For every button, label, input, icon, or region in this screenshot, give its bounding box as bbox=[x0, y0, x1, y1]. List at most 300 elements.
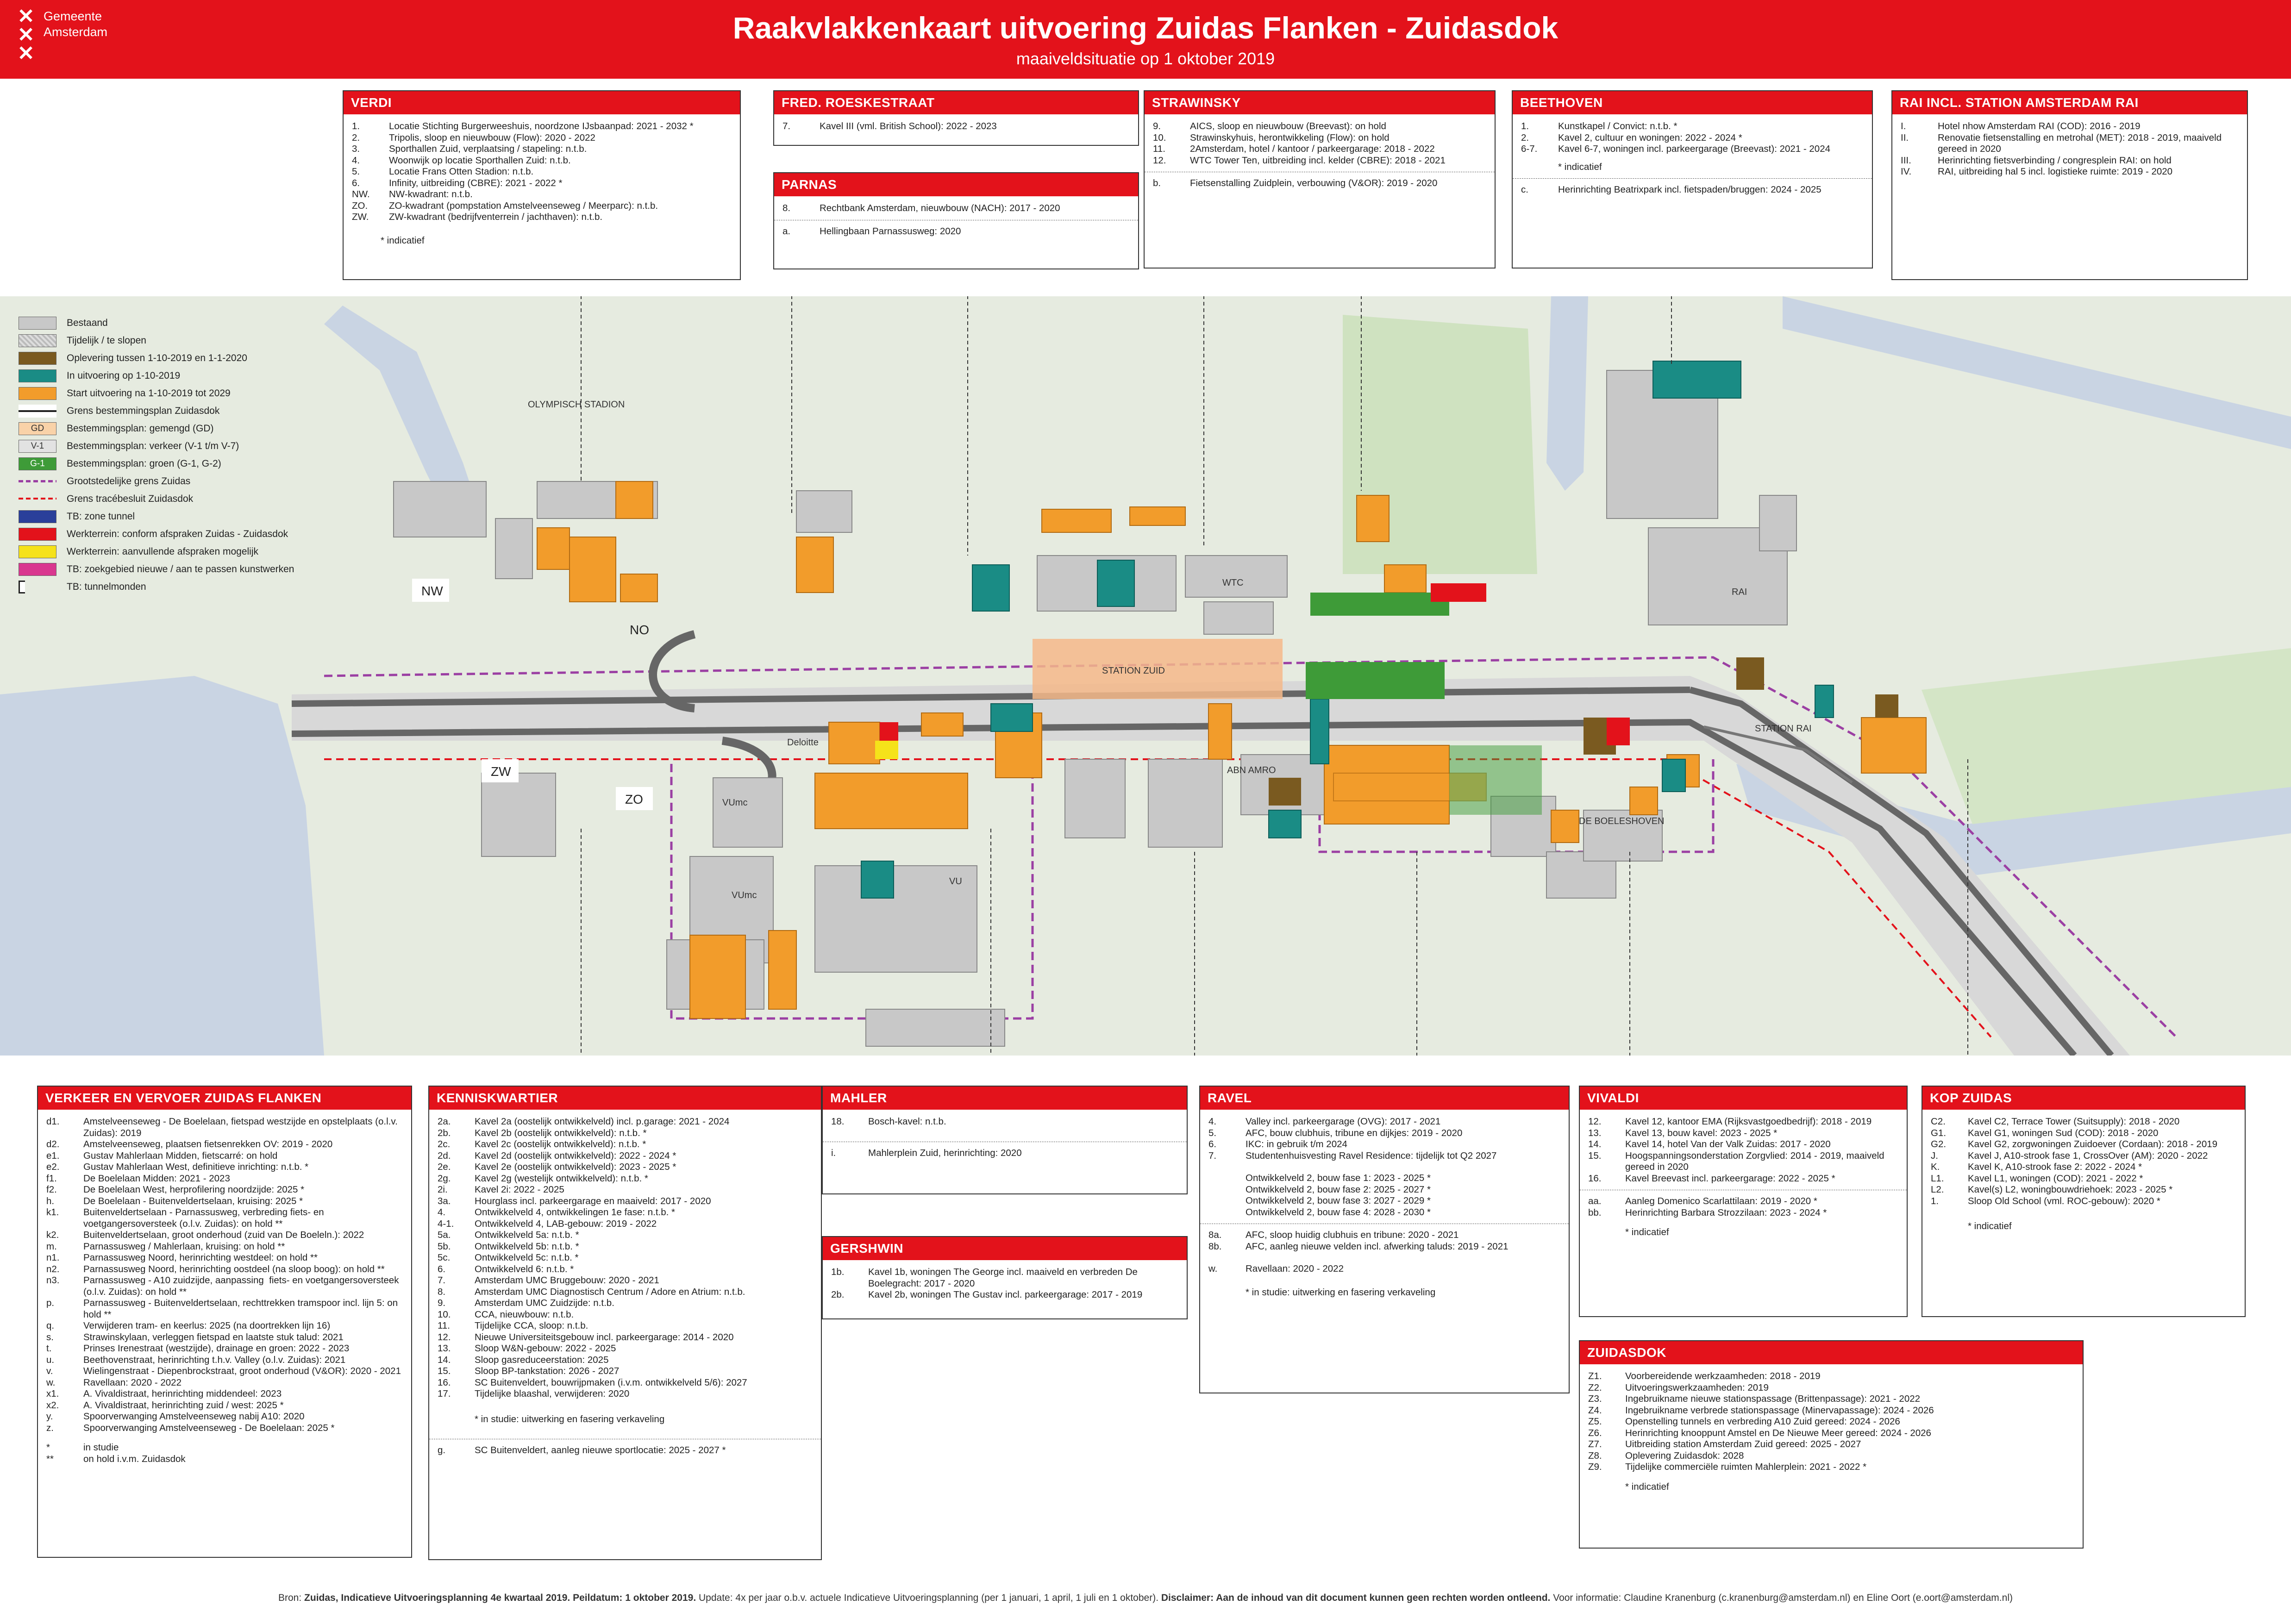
item-code: 6. bbox=[1208, 1139, 1217, 1149]
item-list bbox=[1588, 1196, 1898, 1218]
item-code: 5c. bbox=[438, 1252, 451, 1263]
list-item bbox=[46, 1366, 403, 1377]
item-code: k2. bbox=[46, 1230, 59, 1240]
item-code: Z1. bbox=[1588, 1371, 1602, 1381]
legend-item bbox=[19, 315, 333, 332]
item-code: 11. bbox=[438, 1320, 450, 1331]
list-item bbox=[782, 226, 1130, 237]
panel-note: * in studie: uitwerking en fasering verkaveling bbox=[475, 1413, 665, 1424]
page-title: Raakvlakkenkaart uitvoering Zuidas Flanken - Zuidasdok bbox=[732, 11, 1559, 45]
panel-ravel bbox=[1199, 1086, 1570, 1393]
item-code: 6. bbox=[352, 177, 360, 188]
panel-beethoven bbox=[1512, 90, 1873, 269]
item-code: 17. bbox=[438, 1388, 451, 1399]
list-item bbox=[352, 121, 732, 132]
legend-item bbox=[19, 473, 333, 491]
list-item bbox=[46, 1173, 403, 1185]
item-code: 7. bbox=[782, 121, 791, 131]
panel-body bbox=[1580, 1364, 2083, 1496]
legend-label: Bestemmingsplan: gemengd (GD) bbox=[67, 423, 214, 434]
item-text: Kavel 2i: 2022 - 2025 bbox=[475, 1184, 564, 1195]
list-item bbox=[438, 1275, 813, 1287]
zone-zo: ZO bbox=[625, 792, 643, 806]
panel-note: * indicatief bbox=[1558, 161, 1602, 172]
item-text: Infinity, uitbreiding (CBRE): 2021 - 2022 * bbox=[389, 177, 563, 188]
item-code: 9. bbox=[438, 1298, 446, 1308]
item-text: Herinrichting Barbara Strozzilaan: 2023 - 2024 * bbox=[1625, 1207, 1827, 1218]
item-code: Z9. bbox=[1588, 1462, 1602, 1472]
item-text: Ontwikkelveld 4, ontwikkelingen 1e fase: n.t.b. * bbox=[475, 1207, 676, 1218]
list-item bbox=[438, 1388, 813, 1400]
legend-swatch: V-1 bbox=[19, 440, 56, 453]
list-item bbox=[352, 178, 732, 189]
list-item bbox=[1588, 1428, 2074, 1439]
item-code: n2. bbox=[46, 1263, 60, 1274]
item-text: Kavel 13, bouw kavel: 2023 - 2025 * bbox=[1625, 1127, 1778, 1138]
list-item bbox=[438, 1332, 813, 1343]
list-item bbox=[1588, 1207, 1898, 1219]
item-code: 3a. bbox=[438, 1195, 451, 1206]
item-text: ZO-kwadrant (pompstation Amstelveenseweg / Meerparc): n.t.b. bbox=[389, 200, 658, 211]
item-code: f2. bbox=[46, 1184, 57, 1195]
item-text: Sloop W&N-gebouw: 2022 - 2025 bbox=[475, 1343, 616, 1354]
footer-update: Update: 4x per jaar o.b.v. actuele Indicatieve Uitvoeringsplanning (per 1 januari, 1 april, 1 juli en 1 oktober). bbox=[699, 1593, 1159, 1603]
item-text: Kavel 2e (oostelijk ontwikkelveld): 2023 - 2025 * bbox=[475, 1162, 676, 1172]
panel-title: KENNISKWARTIER bbox=[429, 1087, 821, 1110]
item-text: Kavel 1b, woningen The George incl. maaiveld en verbreden De Boelegracht: 2017 - 2020 bbox=[868, 1267, 1140, 1289]
item-text: Locatie Frans Otten Stadion: n.t.b. bbox=[389, 166, 534, 177]
item-code: t. bbox=[46, 1343, 52, 1354]
item-text: Amstelveenseweg - De Boelelaan, fietspad westzijde en opstelplaats (o.l.v. Zuidas): 2019 bbox=[83, 1116, 401, 1138]
item-text: in studie bbox=[83, 1442, 119, 1453]
item-text: Kavel 2b, woningen The Gustav incl. parkeergarage: 2017 - 2019 bbox=[868, 1289, 1143, 1300]
item-code: d1. bbox=[46, 1116, 60, 1127]
item-text: Ontwikkelveld 6: n.t.b. * bbox=[475, 1263, 574, 1274]
list-item bbox=[46, 1139, 403, 1150]
list-item bbox=[1153, 121, 1486, 132]
list-item bbox=[1208, 1116, 1560, 1128]
item-code: c. bbox=[1521, 184, 1528, 195]
item-text: AFC, sloop huidig clubhuis en tribune: 2020 - 2021 bbox=[1246, 1230, 1459, 1240]
item-text: Tijdelijke blaashal, verwijderen: 2020 bbox=[475, 1388, 630, 1399]
item-code: g. bbox=[438, 1445, 446, 1455]
list-item bbox=[1931, 1139, 2236, 1150]
item-text: Bosch-kavel: n.t.b. bbox=[868, 1116, 946, 1127]
water-canal-north bbox=[1546, 296, 1588, 491]
item-text: 2Amsterdam, hotel / kantoor / parkeergarage: 2018 - 2022 bbox=[1190, 144, 1435, 154]
list-item bbox=[438, 1196, 813, 1207]
list-item bbox=[438, 1241, 813, 1253]
water-jachthaven bbox=[0, 676, 324, 1056]
werkterrein-red-2 bbox=[1431, 583, 1486, 602]
panel-gershwin bbox=[822, 1236, 1188, 1319]
item-code: C2. bbox=[1931, 1116, 1946, 1127]
legend-item bbox=[19, 491, 333, 508]
item-code: ** bbox=[46, 1453, 54, 1464]
item-code: v. bbox=[46, 1366, 53, 1376]
item-text: Ontwikkelveld 2, bouw fase 1: 2023 - 2025 * bbox=[1246, 1173, 1431, 1183]
item-text: Buitenveldertselaan - Parnassusweg, verbreding fiets- en voetgangersoversteek (o.l.v. Zuidas): on hold ** bbox=[83, 1207, 327, 1229]
item-code: IV. bbox=[1901, 166, 1912, 177]
item-text: Amsterdam UMC Bruggebouw: 2020 - 2021 bbox=[475, 1275, 659, 1286]
legend-label: Tijdelijk / te slopen bbox=[67, 335, 146, 346]
footer-bron: Bron: bbox=[278, 1593, 302, 1603]
panel-parnas bbox=[773, 172, 1139, 269]
item-text: Kavel 2d (oostelijk ontwikkelveld): 2022 - 2024 * bbox=[475, 1150, 676, 1161]
panel-body bbox=[823, 1260, 1187, 1305]
legend-label: Start uitvoering na 1-10-2019 tot 2029 bbox=[67, 388, 231, 399]
item-code: aa. bbox=[1588, 1196, 1602, 1206]
panel-verdi bbox=[343, 90, 741, 280]
item-text: De Boelelaan - Buitenveldertselaan, kruising: 2025 * bbox=[83, 1195, 303, 1206]
list-item bbox=[1208, 1252, 1560, 1263]
item-list bbox=[1208, 1230, 1560, 1275]
item-code: 15. bbox=[1588, 1150, 1602, 1161]
item-text: Amsterdam UMC Zuidzijde: n.t.b. bbox=[475, 1298, 614, 1308]
item-text: Ontwikkelveld 5b: n.t.b. * bbox=[475, 1241, 579, 1252]
item-text: Ravellaan: 2020 - 2022 bbox=[83, 1377, 182, 1388]
item-code bbox=[1208, 1252, 1246, 1263]
item-list bbox=[438, 1116, 813, 1400]
item-text: Nieuwe Universiteitsgebouw incl. parkeergarage: 2014 - 2020 bbox=[475, 1331, 734, 1343]
item-code: G1. bbox=[1931, 1127, 1947, 1138]
item-code: 2. bbox=[1521, 132, 1529, 143]
item-code: x1. bbox=[46, 1388, 59, 1399]
label-vu: VU bbox=[949, 876, 962, 887]
panel-body bbox=[774, 114, 1138, 136]
list-item bbox=[782, 121, 1130, 132]
list-item bbox=[1931, 1128, 2236, 1139]
panel-mahler bbox=[822, 1086, 1188, 1194]
legend-label: TB: zoekgebied nieuwe / aan te passen kunstwerken bbox=[67, 564, 294, 575]
item-code: Z4. bbox=[1588, 1405, 1602, 1416]
item-code: 2a. bbox=[438, 1116, 451, 1127]
legend-item bbox=[19, 579, 333, 596]
item-text: Ravellaan: 2020 - 2022 bbox=[1246, 1263, 1344, 1274]
item-code: 1. bbox=[352, 121, 360, 131]
item-code: k1. bbox=[46, 1207, 59, 1218]
item-code: 1. bbox=[1521, 121, 1529, 131]
item-text: Kavel C2, Terrace Tower (Suitsupply): 2018 - 2020 bbox=[1968, 1116, 2180, 1127]
legend-label: TB: tunnelmonden bbox=[67, 581, 146, 592]
zone-no: NO bbox=[630, 623, 649, 637]
item-code: Z2. bbox=[1588, 1382, 1602, 1393]
list-item bbox=[1208, 1263, 1560, 1275]
label-olympisch: OLYMPISCH STADION bbox=[528, 400, 625, 410]
item-text: Ontwikkelveld 5a: n.t.b. * bbox=[475, 1230, 579, 1240]
legend-swatch bbox=[19, 405, 56, 418]
item-text: AFC, bouw clubhuis, tribune en dijkjes: 2019 - 2020 bbox=[1246, 1127, 1463, 1138]
list-item bbox=[46, 1355, 403, 1366]
list-item bbox=[1208, 1207, 1560, 1218]
list-item bbox=[1208, 1230, 1560, 1241]
legend-swatch bbox=[19, 387, 56, 400]
item-text: Herinrichting fietsverbinding / congresplein RAI: on hold bbox=[1938, 155, 2172, 166]
item-text: Hellingbaan Parnassusweg: 2020 bbox=[820, 225, 961, 237]
list-item bbox=[438, 1173, 813, 1185]
item-text: Gustav Mahlerlaan Midden, fietscarré: on hold bbox=[83, 1150, 278, 1161]
item-code: 12. bbox=[438, 1331, 451, 1343]
item-text: Hotel nhow Amsterdam RAI (COD): 2016 - 2019 bbox=[1938, 121, 2141, 131]
legend-item bbox=[19, 526, 333, 543]
list-item bbox=[438, 1116, 813, 1128]
item-code: 2i. bbox=[438, 1184, 448, 1195]
panel-body bbox=[1200, 1110, 1569, 1302]
item-code: y. bbox=[46, 1411, 53, 1422]
item-text: Tijdelijke CCA, sloop: n.t.b. bbox=[475, 1320, 588, 1331]
item-code: 14. bbox=[1588, 1139, 1602, 1149]
item-text: Buitenveldertselaan, groot onderhoud (zuid van De Boeleln.): 2022 bbox=[83, 1230, 364, 1240]
item-text: AICS, sloop en nieuwbouw (Breevast): on hold bbox=[1190, 121, 1386, 131]
list-item bbox=[46, 1275, 403, 1298]
label-deloitte: Deloitte bbox=[787, 737, 819, 748]
item-text: Valley incl. parkeergarage (OVG): 2017 - 2021 bbox=[1246, 1116, 1441, 1127]
list-item bbox=[438, 1343, 813, 1355]
item-code: 2b. bbox=[438, 1127, 451, 1138]
item-text: Parnassusweg - A10 zuidzijde, aanpassing fiets- en voetgangersoversteek (o.l.v. Zuidas): on hold ** bbox=[83, 1275, 402, 1297]
list-item bbox=[46, 1298, 403, 1320]
item-code: * bbox=[46, 1442, 50, 1453]
item-text: Sloop Old School (vml. ROC-gebouw): 2020 * bbox=[1968, 1195, 2160, 1206]
list-item bbox=[46, 1252, 403, 1264]
item-text: Kavel K, A10-strook fase 2: 2022 - 2024 * bbox=[1968, 1162, 2142, 1172]
item-code: II. bbox=[1901, 132, 1909, 143]
item-text: Kavel(s) L2, woningbouwdriehoek: 2023 - 2025 * bbox=[1968, 1184, 2173, 1195]
logo-line-1: Gemeente bbox=[44, 9, 102, 23]
list-item bbox=[1588, 1150, 1898, 1173]
list-item bbox=[352, 200, 732, 212]
item-text: on hold i.v.m. Zuidasdok bbox=[83, 1453, 186, 1464]
item-text: Uitvoeringswerkzaamheden: 2019 bbox=[1625, 1382, 1769, 1393]
item-list bbox=[782, 226, 1130, 237]
item-text: Openstelling tunnels en verbreding A10 Zuid gereed: 2024 - 2026 bbox=[1625, 1416, 1900, 1427]
item-code: 2e. bbox=[438, 1162, 451, 1172]
item-code: K. bbox=[1931, 1162, 1940, 1172]
panel-rai bbox=[1891, 90, 2248, 280]
item-code: a. bbox=[782, 225, 791, 237]
item-code: Z5. bbox=[1588, 1416, 1602, 1427]
list-item bbox=[46, 1423, 403, 1434]
panel-note: * indicatief bbox=[1968, 1221, 2012, 1231]
list-item bbox=[46, 1162, 403, 1173]
list-item bbox=[352, 166, 732, 178]
item-code: 9. bbox=[1153, 121, 1161, 131]
list-item bbox=[46, 1230, 403, 1241]
panel-kop-zuidas bbox=[1922, 1086, 2246, 1317]
list-item bbox=[46, 1196, 403, 1207]
list-item bbox=[438, 1309, 813, 1321]
legend-label: Werkterrein: conform afspraken Zuidas - Zuidasdok bbox=[67, 529, 288, 539]
item-code: 5b. bbox=[438, 1241, 451, 1252]
item-text: Ontwikkelveld 2, bouw fase 2: 2025 - 2027 * bbox=[1246, 1184, 1431, 1195]
list-item bbox=[438, 1445, 813, 1456]
panel-title: ZUIDASDOK bbox=[1580, 1341, 2083, 1364]
list-item bbox=[1588, 1139, 1898, 1150]
label-station-rai: STATION RAI bbox=[1755, 724, 1812, 734]
label-rai: RAI bbox=[1732, 587, 1747, 597]
panel-title: GERSHWIN bbox=[823, 1237, 1187, 1260]
list-item bbox=[1153, 155, 1486, 167]
item-code: z. bbox=[46, 1422, 54, 1433]
item-text: NW-kwadrant: n.t.b. bbox=[389, 189, 473, 200]
item-code: f1. bbox=[46, 1173, 57, 1184]
item-code: e1. bbox=[46, 1150, 60, 1161]
item-code: w. bbox=[46, 1377, 56, 1388]
item-text: SC Buitenveldert, aanleg nieuwe sportlocatie: 2025 - 2027 * bbox=[475, 1445, 726, 1455]
panel-vivaldi bbox=[1579, 1086, 1908, 1317]
item-text: Ontwikkelveld 5c: n.t.b. * bbox=[475, 1252, 579, 1263]
list-item bbox=[831, 1267, 1178, 1289]
list-item bbox=[831, 1289, 1178, 1301]
list-item bbox=[1901, 166, 2239, 178]
list-item bbox=[438, 1230, 813, 1241]
item-code: 4-1. bbox=[438, 1218, 454, 1229]
item-text: Kavel G2, zorgwoningen Zuidoever (Cordaan): 2018 - 2019 bbox=[1968, 1139, 2218, 1149]
item-text: AFC, aanleg nieuwe velden incl. afwerking taluds: 2019 - 2021 bbox=[1246, 1241, 1509, 1252]
legend-swatch bbox=[19, 545, 56, 558]
panel-verkeer-vervoer bbox=[37, 1086, 412, 1558]
legend-label: Werkterrein: aanvullende afspraken mogelijk bbox=[67, 546, 258, 557]
panel-title: BEETHOVEN bbox=[1513, 91, 1872, 114]
panel-title: VERDI bbox=[344, 91, 740, 114]
panel-title: FRED. ROESKESTRAAT bbox=[774, 91, 1138, 114]
legend-item bbox=[19, 508, 333, 526]
item-code: 4. bbox=[1208, 1116, 1217, 1127]
legend-swatch bbox=[19, 563, 56, 576]
list-item bbox=[438, 1355, 813, 1366]
item-code: 2g. bbox=[438, 1173, 451, 1184]
list-item bbox=[46, 1454, 403, 1465]
list-item bbox=[1588, 1116, 1898, 1128]
item-code: 8. bbox=[782, 203, 791, 213]
list-item bbox=[831, 1148, 1178, 1159]
item-list bbox=[1521, 121, 1864, 155]
map-area[interactable] bbox=[0, 296, 2291, 1056]
list-item bbox=[46, 1332, 403, 1343]
list-item bbox=[1588, 1393, 2074, 1405]
panel-title: MAHLER bbox=[823, 1087, 1187, 1110]
legend-label: Grens bestemmingsplan Zuidasdok bbox=[67, 406, 220, 416]
list-item bbox=[438, 1377, 813, 1389]
item-text: De Boelelaan West, herprofilering noordzijde: 2025 * bbox=[83, 1184, 305, 1195]
item-code: III. bbox=[1901, 155, 1911, 166]
item-text: Amsterdam UMC Diagnostisch Centrum / Adore en Atrium: n.t.b. bbox=[475, 1286, 745, 1297]
item-text: Kavel 2c (oostelijk ontwikkelveld): n.t.b. * bbox=[475, 1139, 646, 1149]
legend-swatch bbox=[19, 498, 56, 500]
item-code: 4. bbox=[438, 1207, 446, 1218]
list-item bbox=[1931, 1150, 2236, 1162]
panel-body bbox=[823, 1110, 1187, 1162]
list-item bbox=[1931, 1173, 2236, 1185]
item-code: 13. bbox=[1588, 1127, 1602, 1138]
item-list bbox=[1208, 1116, 1560, 1218]
item-text: Kavel L1, woningen (COD): 2021 - 2022 * bbox=[1968, 1173, 2143, 1184]
werkterrein-yellow bbox=[875, 741, 898, 759]
legend-label: Oplevering tussen 1-10-2019 en 1-1-2020 bbox=[67, 353, 247, 363]
panel-body bbox=[429, 1110, 821, 1460]
legend-swatch bbox=[19, 334, 56, 347]
label-abn: ABN AMRO bbox=[1227, 765, 1276, 775]
list-item bbox=[1208, 1128, 1560, 1139]
item-text: Mahlerplein Zuid, herinrichting: 2020 bbox=[868, 1147, 1022, 1158]
item-code: 2d. bbox=[438, 1150, 451, 1161]
list-item bbox=[352, 144, 732, 155]
item-text: Voorbereidende werkzaamheden: 2018 - 2019 bbox=[1625, 1371, 1821, 1381]
item-code: 13. bbox=[438, 1343, 451, 1354]
list-item bbox=[46, 1116, 403, 1139]
list-item bbox=[352, 212, 732, 223]
list-item bbox=[1931, 1184, 2236, 1196]
list-item bbox=[46, 1343, 403, 1355]
item-code bbox=[1208, 1207, 1246, 1218]
panel-body bbox=[1580, 1110, 1907, 1242]
list-item bbox=[1901, 132, 2239, 155]
item-code bbox=[1208, 1173, 1246, 1184]
item-code: w. bbox=[1208, 1263, 1218, 1274]
item-code: 6-7. bbox=[1521, 144, 1538, 154]
legend-label: Bestaand bbox=[67, 318, 108, 328]
list-item bbox=[1208, 1173, 1560, 1184]
item-text: De Boelelaan Midden: 2021 - 2023 bbox=[83, 1173, 230, 1184]
legend-label: In uitvoering op 1-10-2019 bbox=[67, 370, 181, 381]
item-text: Woonwijk op locatie Sporthallen Zuid: n.t.b. bbox=[389, 155, 571, 166]
item-code: G2. bbox=[1931, 1139, 1947, 1149]
item-text: Strawinskylaan, verleggen fietspad en laatste stuk talud: 2021 bbox=[83, 1331, 344, 1343]
list-item bbox=[1588, 1371, 2074, 1382]
item-text: Spoorverwanging Amstelveenseweg - De Boelelaan: 2025 * bbox=[83, 1422, 335, 1433]
item-code: Z8. bbox=[1588, 1450, 1602, 1461]
panel-fred-roeskestraat bbox=[773, 90, 1139, 146]
item-code: 11. bbox=[1153, 144, 1165, 154]
item-text: Gustav Mahlerlaan West, definitieve inrichting: n.t.b. * bbox=[83, 1162, 309, 1172]
item-text: SC Buitenveldert, bouwrijpmaken (i.v.m. ontwikkelveld 5/6): 2027 bbox=[475, 1377, 747, 1388]
item-text: Locatie Stichting Burgerweeshuis, noordzone IJsbaanpad: 2021 - 2032 * bbox=[389, 121, 694, 131]
item-text: Tijdelijke commerciële ruimten Mahlerplein: 2021 - 2022 * bbox=[1625, 1462, 1867, 1472]
panel-body bbox=[1145, 114, 1495, 193]
item-text: Studentenhuisvesting Ravel Residence: tijdelijk tot Q2 2027 bbox=[1246, 1150, 1497, 1161]
list-item bbox=[1521, 121, 1864, 132]
item-list bbox=[1153, 121, 1486, 166]
item-list bbox=[782, 203, 1130, 214]
item-code: 12. bbox=[1588, 1116, 1602, 1127]
list-item bbox=[1931, 1116, 2236, 1128]
list-item bbox=[46, 1150, 403, 1162]
list-item bbox=[1153, 132, 1486, 144]
legend-item bbox=[19, 456, 333, 473]
item-text: Kunstkapel / Convict: n.t.b. * bbox=[1558, 121, 1678, 131]
list-item bbox=[1588, 1450, 2074, 1462]
list-item bbox=[1588, 1405, 2074, 1417]
list-item bbox=[1588, 1416, 2074, 1428]
panel-body bbox=[1892, 114, 2247, 181]
item-text bbox=[1246, 1162, 1560, 1173]
panel-note: * in studie: uitwerking en fasering verkaveling bbox=[1246, 1287, 1436, 1298]
list-item bbox=[1588, 1196, 1898, 1207]
list-item bbox=[46, 1207, 403, 1230]
item-code: u. bbox=[46, 1354, 55, 1365]
item-text: Ingebruikname verbrede stationspassage (Minervapassage): 2024 - 2026 bbox=[1625, 1405, 1934, 1416]
item-code: L1. bbox=[1931, 1173, 1944, 1184]
item-code: 8a. bbox=[1208, 1230, 1222, 1240]
item-code: Z7. bbox=[1588, 1439, 1602, 1449]
item-code: 7. bbox=[1208, 1150, 1217, 1161]
item-code: 6. bbox=[438, 1263, 446, 1274]
werkterrein-red bbox=[880, 722, 898, 741]
item-code: 16. bbox=[438, 1377, 451, 1388]
item-text: Amstelveenseweg, plaatsen fietsenrekken OV: 2019 - 2020 bbox=[83, 1139, 333, 1149]
list-item bbox=[1208, 1184, 1560, 1196]
item-code: 5. bbox=[1208, 1127, 1217, 1138]
